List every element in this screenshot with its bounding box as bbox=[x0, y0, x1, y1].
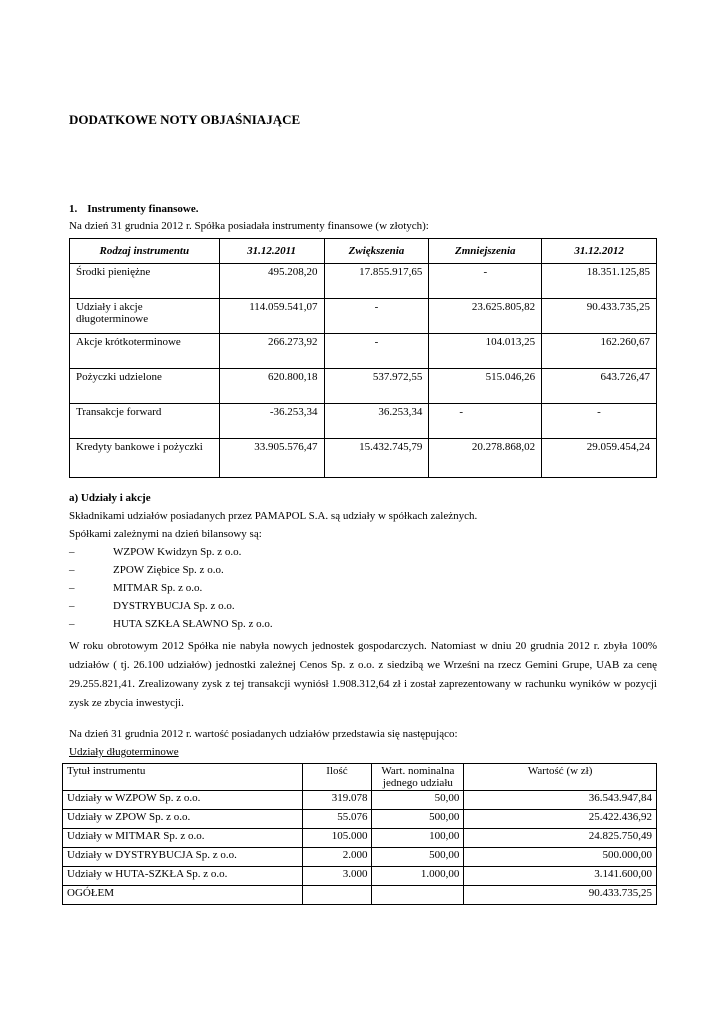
table-cell: Udziały i akcje długoterminowe bbox=[70, 299, 220, 334]
column-header: Wartość (w zł) bbox=[464, 764, 657, 791]
column-header: Zwiększenia bbox=[324, 239, 429, 264]
table-cell: Udziały w WZPOW Sp. z o.o. bbox=[63, 791, 303, 810]
dash-bullet: – bbox=[69, 600, 75, 612]
company-name: ZPOW Ziębice Sp. z o.o. bbox=[113, 564, 224, 576]
list-item bbox=[69, 582, 202, 594]
table-row bbox=[70, 369, 657, 404]
section-a-heading: a) Udziały i akcje bbox=[69, 492, 151, 504]
table-cell: 319.078 bbox=[302, 791, 372, 810]
table-cell: 537.972,55 bbox=[324, 369, 429, 404]
column-header: Rodzaj instrumentu bbox=[70, 239, 220, 264]
table-cell: 643.726,47 bbox=[542, 369, 657, 404]
table-cell: 15.432.745,79 bbox=[324, 439, 429, 478]
company-name: MITMAR Sp. z o.o. bbox=[113, 582, 203, 594]
section-title: Instrumenty finansowe. bbox=[87, 203, 199, 215]
list-item bbox=[69, 600, 235, 612]
table-cell: 500.000,00 bbox=[464, 848, 657, 867]
table-cell: Pożyczki udzielone bbox=[70, 369, 220, 404]
section-a-line-1: Składnikami udziałów posiadanych przez PAMAPOL S.A. są udziały w spółkach zależnych. bbox=[69, 510, 478, 522]
section-1-intro: Na dzień 31 grudnia 2012 r. Spółka posiadała instrumenty finansowe (w złotych): bbox=[69, 220, 429, 232]
table-cell: 495.208,20 bbox=[219, 264, 324, 299]
table-cell: 114.059.541,07 bbox=[219, 299, 324, 334]
table-cell: 55.076 bbox=[302, 810, 372, 829]
table-cell: 104.013,25 bbox=[429, 334, 542, 369]
column-header: Tytuł instrumentu bbox=[63, 764, 303, 791]
table-row bbox=[70, 404, 657, 439]
table-cell: - bbox=[429, 404, 542, 439]
table-cell: 90.433.735,25 bbox=[464, 886, 657, 905]
table-cell: 50,00 bbox=[372, 791, 464, 810]
table-cell: - bbox=[542, 404, 657, 439]
company-name: DYSTRYBUCJA Sp. z o.o. bbox=[113, 600, 235, 612]
column-header: Wart. nominalna jednego udziału bbox=[372, 764, 464, 791]
table-cell: 100,00 bbox=[372, 829, 464, 848]
table-row bbox=[70, 264, 657, 299]
table-header-row bbox=[63, 764, 657, 791]
table-row bbox=[70, 299, 657, 334]
table-cell: Akcje krótkoterminowe bbox=[70, 334, 220, 369]
table-cell: 33.905.576,47 bbox=[219, 439, 324, 478]
table-cell: OGÓŁEM bbox=[63, 886, 303, 905]
table-cell: 90.433.735,25 bbox=[542, 299, 657, 334]
table-cell: Transakcje forward bbox=[70, 404, 220, 439]
table-row bbox=[70, 334, 657, 369]
financial-instruments-table bbox=[69, 238, 657, 478]
table-cell: 105.000 bbox=[302, 829, 372, 848]
table-cell: 3.141.600,00 bbox=[464, 867, 657, 886]
table-cell: Udziały w HUTA-SZKŁA Sp. z o.o. bbox=[63, 867, 303, 886]
section-a-line-2: Spółkami zależnymi na dzień bilansowy są: bbox=[69, 528, 262, 540]
table-cell: 515.046,26 bbox=[429, 369, 542, 404]
dash-bullet: – bbox=[69, 582, 75, 594]
table-cell: - bbox=[429, 264, 542, 299]
column-header: Zmniejszenia bbox=[429, 239, 542, 264]
dash-bullet: – bbox=[69, 546, 75, 558]
table-cell: 23.625.805,82 bbox=[429, 299, 542, 334]
list-item bbox=[69, 564, 224, 576]
column-header: 31.12.2012 bbox=[542, 239, 657, 264]
table-cell: 620.800,18 bbox=[219, 369, 324, 404]
table-cell: 3.000 bbox=[302, 867, 372, 886]
value-intro: Na dzień 31 grudnia 2012 r. wartość posiadanych udziałów przedstawia się następująco: bbox=[69, 728, 458, 740]
table-row bbox=[70, 439, 657, 478]
table-row bbox=[63, 867, 657, 886]
table-cell: 24.825.750,49 bbox=[464, 829, 657, 848]
company-name: HUTA SZKŁA SŁAWNO Sp. z o.o. bbox=[113, 618, 273, 630]
table-cell: -36.253,34 bbox=[219, 404, 324, 439]
table-cell: 36.543.947,84 bbox=[464, 791, 657, 810]
table-row bbox=[63, 810, 657, 829]
table-cell: 500,00 bbox=[372, 848, 464, 867]
table-cell: 1.000,00 bbox=[372, 867, 464, 886]
table-row bbox=[63, 848, 657, 867]
table-row bbox=[63, 791, 657, 810]
table-cell: 29.059.454,24 bbox=[542, 439, 657, 478]
subheading: Udziały długoterminowe bbox=[69, 746, 179, 758]
table-cell: 25.422.436,92 bbox=[464, 810, 657, 829]
table-row-total bbox=[63, 886, 657, 905]
table-header-row bbox=[70, 239, 657, 264]
transaction-paragraph: W roku obrotowym 2012 Spółka nie nabyła nowych jednostek gospodarczych. Natomiast w dniu 20 grudnia 2012 r. zbyła 100% udziałów ( tj. 26.100 udziałów) jednostki zależnej Cenos Sp. z o.o. z siedzibą we Wrześni na rzecz Gemini Grupe, UAB za cenę 29.255.821,41. Zrealizowany zysk z tej transakcji wyniósł 1.908.312,64 zł i został zaprezentowany w rachunku wyników w pozycji zysk ze zbycia inwestycji. bbox=[69, 640, 657, 709]
dash-bullet: – bbox=[69, 618, 75, 630]
section-number: 1. bbox=[69, 203, 78, 215]
column-header: 31.12.2011 bbox=[219, 239, 324, 264]
table-cell: - bbox=[324, 334, 429, 369]
table-cell: 36.253,34 bbox=[324, 404, 429, 439]
table-cell: 162.260,67 bbox=[542, 334, 657, 369]
table-cell: Udziały w ZPOW Sp. z o.o. bbox=[63, 810, 303, 829]
dash-bullet: – bbox=[69, 564, 75, 576]
table-cell: - bbox=[324, 299, 429, 334]
table-row bbox=[63, 829, 657, 848]
long-term-shares-table bbox=[62, 763, 657, 905]
table-cell bbox=[372, 886, 464, 905]
table-cell: 18.351.125,85 bbox=[542, 264, 657, 299]
table-cell: Udziały w MITMAR Sp. z o.o. bbox=[63, 829, 303, 848]
table-cell bbox=[302, 886, 372, 905]
table-cell: 17.855.917,65 bbox=[324, 264, 429, 299]
company-name: WZPOW Kwidzyn Sp. z o.o. bbox=[113, 546, 242, 558]
table-cell: 2.000 bbox=[302, 848, 372, 867]
table-cell: Udziały w DYSTRYBUCJA Sp. z o.o. bbox=[63, 848, 303, 867]
table-cell: 20.278.868,02 bbox=[429, 439, 542, 478]
table-cell: 500,00 bbox=[372, 810, 464, 829]
page-title: DODATKOWE NOTY OBJAŚNIAJĄCE bbox=[69, 112, 301, 127]
column-header: Ilość bbox=[302, 764, 372, 791]
list-item bbox=[69, 546, 241, 558]
table-cell: Kredyty bankowe i pożyczki bbox=[70, 439, 220, 478]
table-cell: 266.273,92 bbox=[219, 334, 324, 369]
list-item bbox=[69, 618, 273, 630]
table-cell: Środki pieniężne bbox=[70, 264, 220, 299]
section-1-heading bbox=[69, 203, 198, 215]
